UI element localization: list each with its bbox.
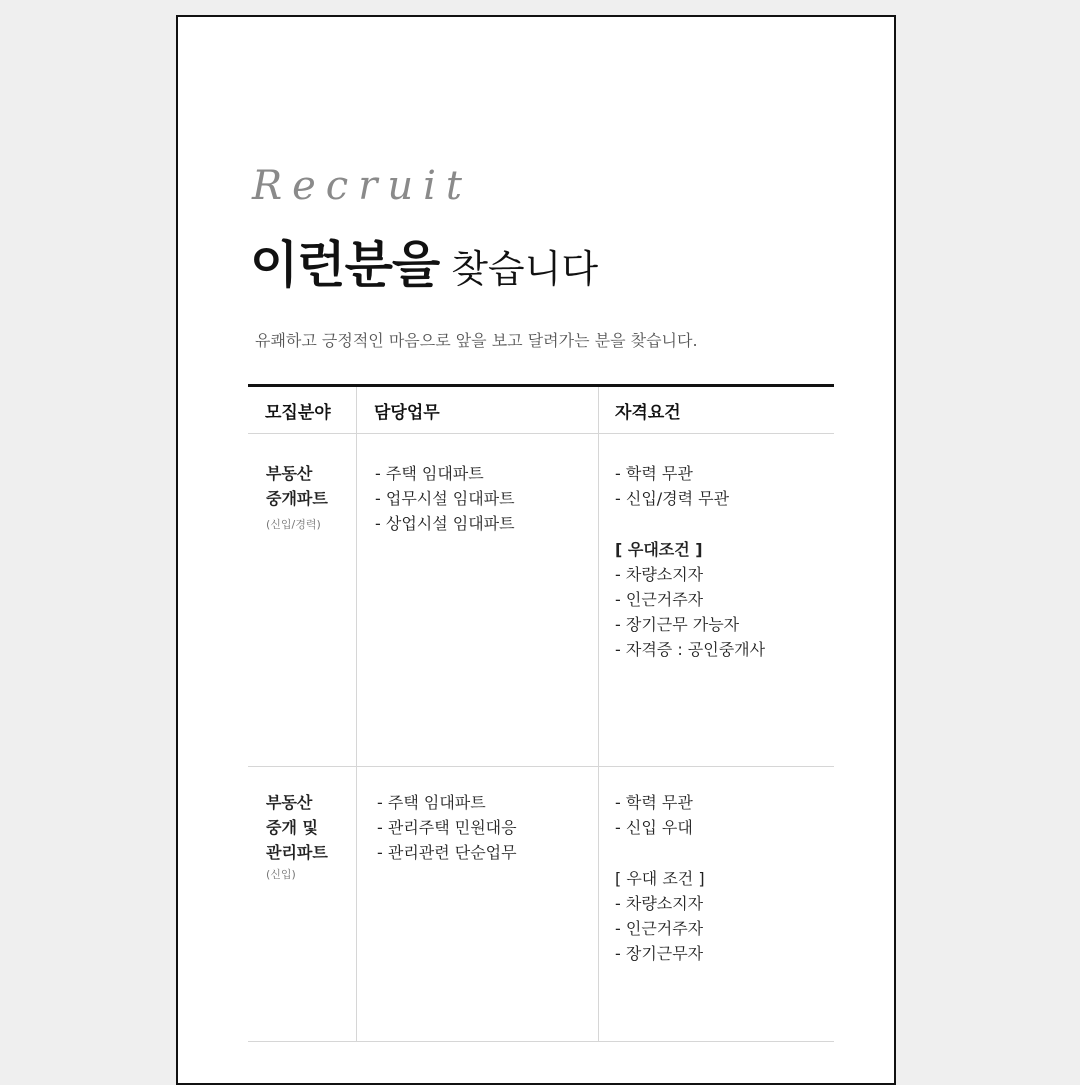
duty-item: - 주택 임대파트: [375, 464, 484, 483]
table-row-2-requirements: [615, 790, 705, 966]
duty-item: - 업무시설 임대파트: [375, 489, 515, 508]
duty-item: - 관리주택 민원대응: [377, 818, 517, 837]
script-title: Recruit: [252, 163, 472, 209]
table-row-2-field: [266, 790, 328, 883]
requirement-item: - 신입/경력 무관: [615, 489, 730, 508]
requirement-item: - 신입 우대: [615, 818, 693, 837]
spacer: [615, 511, 765, 537]
field-line: 중개 및: [266, 818, 318, 837]
column-divider: [356, 387, 357, 1042]
preference-item: - 인근거주자: [615, 590, 704, 609]
column-header-duties: 담당업무: [374, 403, 440, 423]
preference-item: - 자격증 : 공인중개사: [615, 640, 766, 659]
field-line: 부동산: [266, 464, 313, 483]
column-header-requirements: 자격요건: [615, 403, 681, 423]
preference-item: - 장기근무자: [615, 944, 704, 963]
preference-title: [ 우대조건 ]: [615, 540, 703, 559]
header-divider: [248, 433, 834, 434]
requirement-item: - 학력 무관: [615, 464, 693, 483]
table-bottom-rule: [248, 1041, 834, 1042]
preference-item: - 차량소지자: [615, 894, 704, 913]
preference-item: - 인근거주자: [615, 919, 704, 938]
duty-item: - 관리관련 단순업무: [377, 843, 517, 862]
table-row-1-requirements: [615, 461, 765, 662]
spacer: [615, 840, 705, 866]
field-note: (신입/경력): [266, 518, 321, 531]
page-title: [250, 236, 599, 294]
row-divider: [248, 766, 834, 767]
headline-light: 찾습니다: [451, 247, 599, 291]
field-line: 중개파트: [266, 489, 328, 508]
table-row-1-duties: [375, 461, 515, 536]
recruit-table: [248, 384, 834, 1042]
headline-bold: 이런분을: [250, 236, 440, 294]
intro-text: 유쾌하고 긍정적인 마음으로 앞을 보고 달려가는 분을 찾습니다.: [255, 331, 698, 350]
table-row-1-field: [266, 461, 328, 533]
duty-item: - 주택 임대파트: [377, 793, 486, 812]
table-top-rule: [248, 384, 834, 387]
preference-title: [ 우대 조건 ]: [615, 869, 705, 888]
column-divider: [598, 387, 599, 1042]
field-line: 관리파트: [266, 843, 328, 862]
table-row-2-duties: [377, 790, 517, 865]
preference-item: - 차량소지자: [615, 565, 704, 584]
field-note: (신입): [266, 868, 296, 881]
field-line: 부동산: [266, 793, 313, 812]
requirement-item: - 학력 무관: [615, 793, 693, 812]
preference-item: - 장기근무 가능자: [615, 615, 740, 634]
duty-item: - 상업시설 임대파트: [375, 514, 515, 533]
column-header-field: 모집분야: [265, 403, 331, 423]
